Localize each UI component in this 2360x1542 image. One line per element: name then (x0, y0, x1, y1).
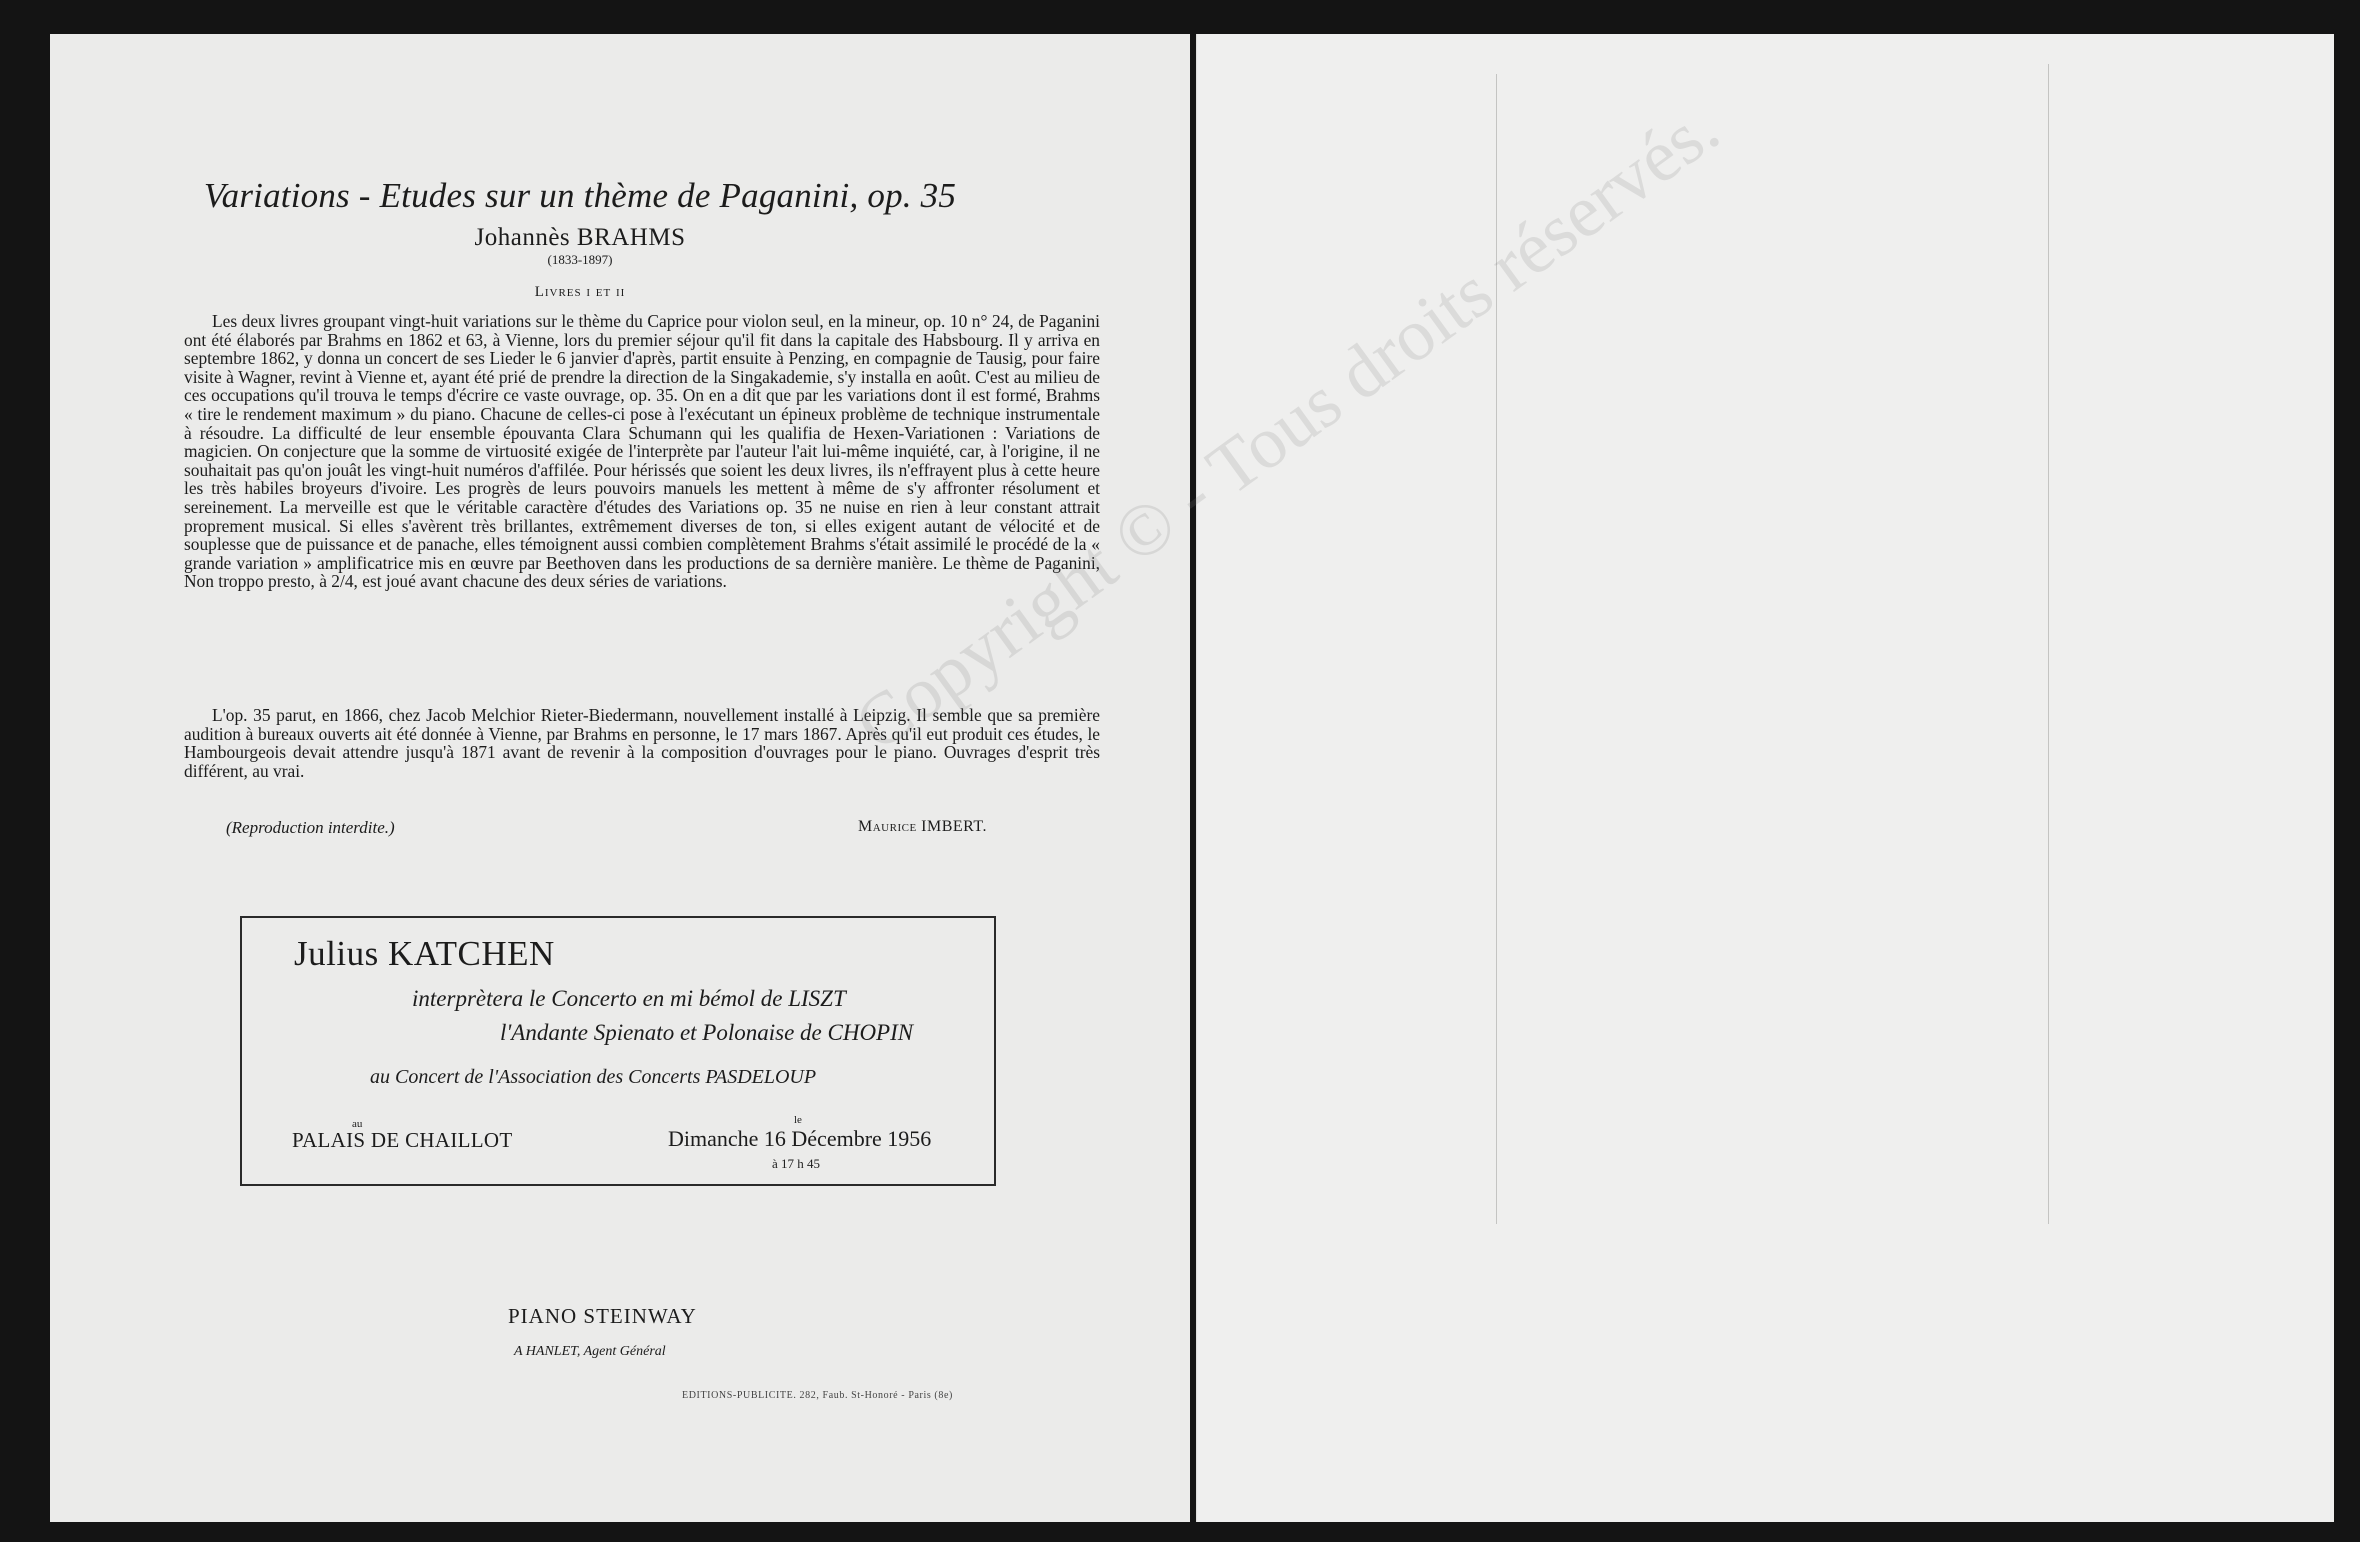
concert-line-chopin: l'Andante Spienato et Polonaise de CHOPIN (500, 1020, 914, 1045)
concert-line-liszt: interprètera le Concerto en mi bémol de LISZT (412, 986, 846, 1011)
composer-dates: (1833-1897) (547, 252, 613, 267)
venue-name: PALAIS DE CHAILLOT (292, 1128, 513, 1152)
date-prefix: le (794, 1114, 802, 1126)
right-page (1196, 34, 2334, 1522)
program-note-paragraph-1: Les deux livres groupant vingt-huit variations sur le thème du Caprice pour violon seul, en la mineur, op. 10 n° 24, de Paganini ont été élaborés par Brahms en 1862 et 63, à Vienne, lors du premier séjour qu'il fit dans la capitale des Habsbourg. Il y arriva en septembre 1862, y donna un concert de ses Lieder le 6 janvier d'après, partit ensuite à Penzing, en compagnie de Tausig, pour faire visite à Wagner, revint à Vienne et, ayant été prié de prendre la direction de la Singakademie, s'y installa en août. C'est au milieu de ces occupations qu'il trouva le temps d'écrire ce vaste ouvrage, op. 35. On en a dit que par les variations dont il est formé, Brahms « tire le rendement maximum » du piano. Chacune de celles-ci pose à l'exécutant un épineux problème de technique instrumentale à résoudre. La difficulté de leur ensemble épouvanta Clara Schumann qui les qualifia de Hexen-Variationen : Variations de magicien. On conjecture que la somme de virtuosité exigée de l'interprète par l'auteur l'ait lui-même inquiété, car, à l'origine, il ne souhaitait pas qu'on jouât les vingt-huit numéros d'affilée. Pour hérissés que soient les deux livres, ils n'effrayent plus à cette heure les très habiles broyeurs d'ivoire. Les progrès de leurs pouvoirs manuels les mettent à même de s'y affronter résolument et sereinement. La merveille est que le véritable caractère d'études des Variations op. 35 ne nuise en rien à leur constant attrait proprement musical. Si elles s'avèrent très brillantes, extrêmement diverses de ton, si elles exigent autant de vélocité et de souplesse que de puissance et de panache, elles témoignent aussi combien complètement Brahms s'était assimilé le procédé de la « grande variation » amplificatrice mis en œuvre par Beethoven dans les productions de sa dernière manière. Le thème de Paganini, Non troppo presto, à 2/4, est joué avant chacune des deux séries de variations. (184, 311, 1100, 592)
copyright-watermark: - (1158, 455, 1227, 536)
composer-name: Johannès BRAHMS (474, 224, 686, 251)
performer-name: Julius KATCHEN (294, 934, 555, 973)
page-fold (1196, 34, 1198, 1522)
program-note-paragraph-2: L'op. 35 parut, en 1866, chez Jacob Melchior Rieter-Biedermann, nouvellement installé à Leipzig. Il semble que sa première audition à bureaux ouverts ait été donnée à Vienne, par Brahms en personne, le 17 mars 1867. Après qu'il eut produit ces études, le Hambourgeois devait attendre jusqu'à 1871 avant de revenir à la composition d'ouvrages pour le piano. Ouvrages d'esprit très différent, au vrai. (184, 705, 1100, 781)
piano-sponsor: PIANO STEINWAY (508, 1304, 697, 1328)
venue-prefix: au (352, 1118, 363, 1130)
concert-announcement-box (240, 916, 996, 1186)
piano-agent: A HANLET, Agent Général (514, 1344, 666, 1359)
faint-vertical-line-1 (1496, 74, 1497, 1224)
books-heading: Livres i et ii (534, 284, 626, 300)
left-page (50, 34, 1190, 1522)
concert-time: à 17 h 45 (772, 1156, 821, 1171)
piece-title: Variations - Etudes sur un thème de Paganini, op. 35 (203, 176, 957, 215)
reproduction-notice: (Reproduction interdite.) (226, 818, 395, 837)
printer-imprint: EDITIONS-PUBLICITE. 282, Faub. St-Honoré - Paris (8e) (682, 1390, 953, 1401)
concert-date: Dimanche 16 Décembre 1956 (668, 1126, 932, 1151)
concert-line-association: au Concert de l'Association des Concerts PASDELOUP (370, 1066, 817, 1088)
faint-vertical-line-2 (2048, 64, 2049, 1224)
author-signature: Maurice IMBERT. (858, 818, 987, 835)
